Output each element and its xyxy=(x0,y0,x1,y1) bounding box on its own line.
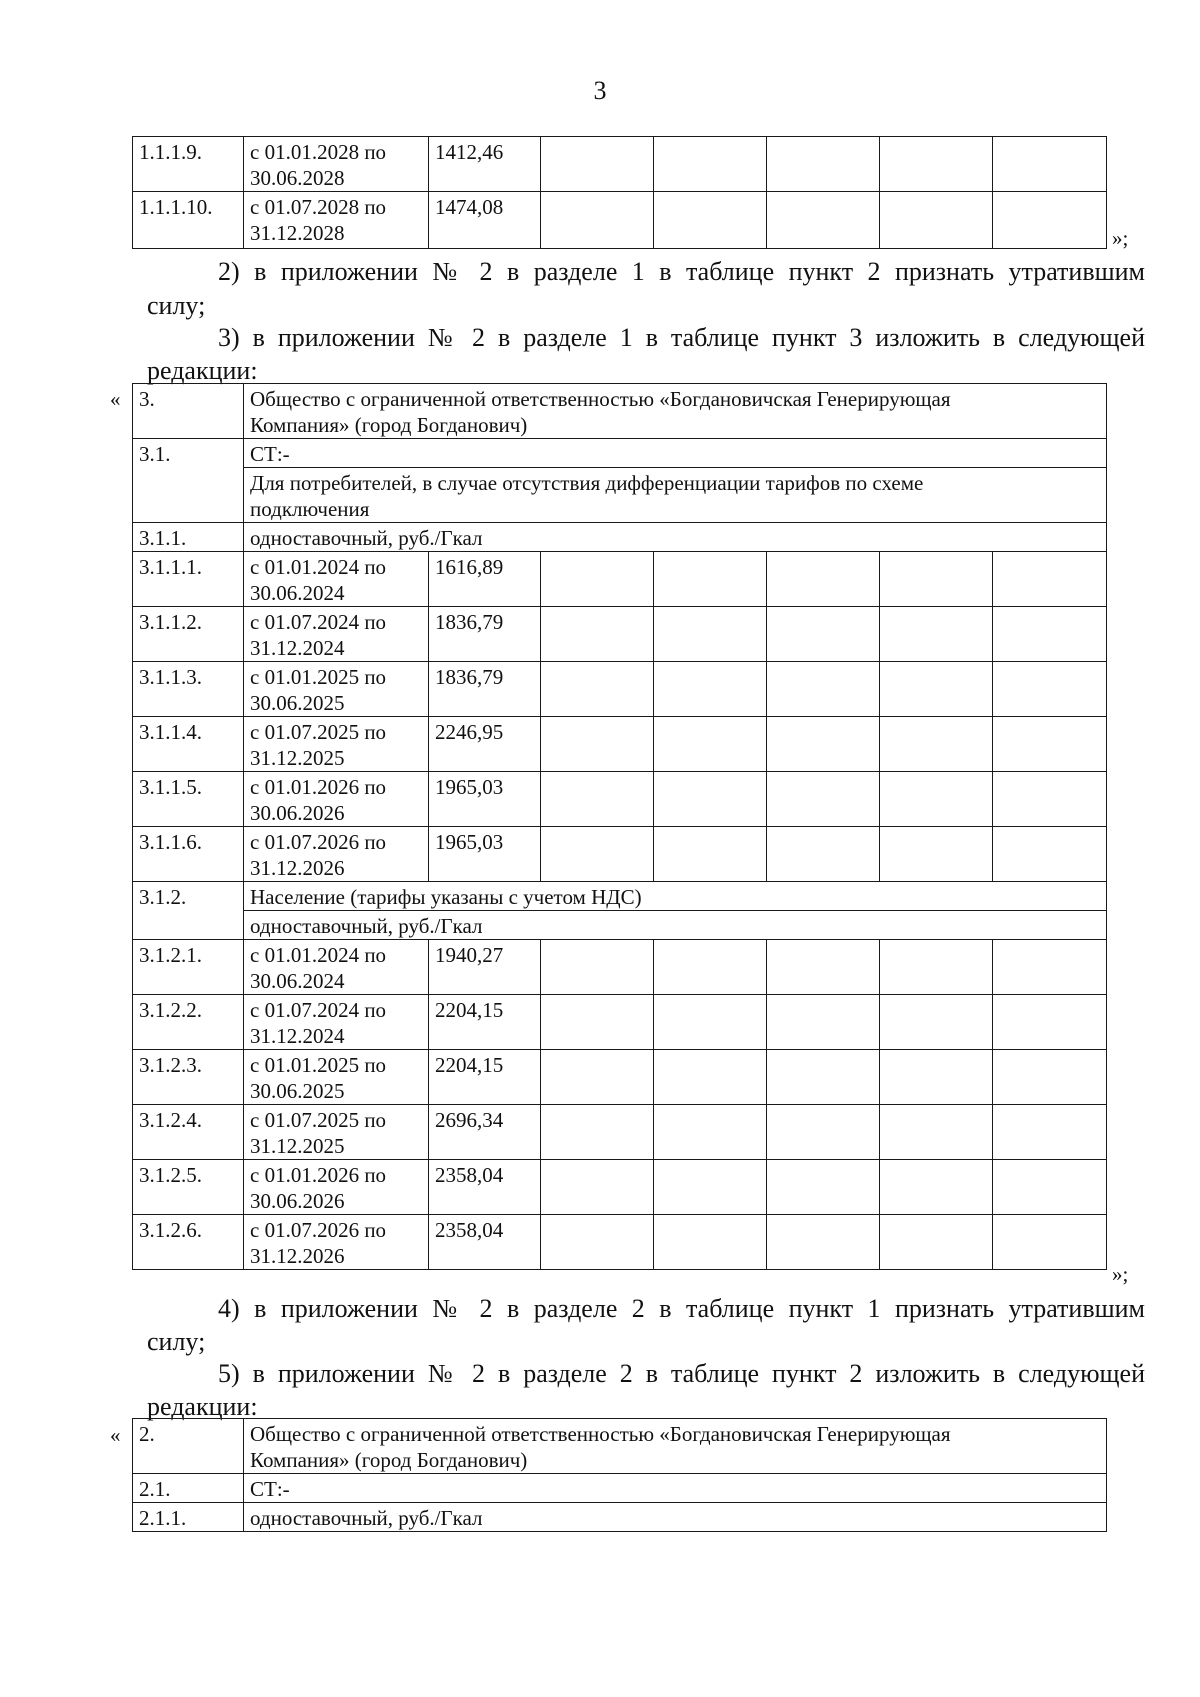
table-row-header xyxy=(133,1419,1107,1474)
opening-quote: « xyxy=(110,1423,121,1447)
empty-cell xyxy=(993,1160,1107,1215)
st-cell: СТ:- xyxy=(244,439,1107,468)
item-4-continuation: силу; xyxy=(147,1327,206,1356)
empty-cell xyxy=(993,1050,1107,1105)
table-row xyxy=(133,1474,1107,1503)
row-number: 3.1. xyxy=(133,439,244,523)
empty-cell xyxy=(654,607,767,662)
empty-cell xyxy=(993,1215,1107,1270)
empty-cell xyxy=(880,772,993,827)
period-cell: с 01.07.2024 по 31.12.2024 xyxy=(244,995,429,1050)
organization-name: Общество с ограниченной ответственностью «Богдановичская Генерирующая Компания» (город Богданович) xyxy=(244,384,1107,439)
table-row xyxy=(133,192,1107,249)
tariff-value: 1965,03 xyxy=(429,772,541,827)
tariff-value: 1965,03 xyxy=(429,827,541,882)
single-rate-cell: одноставочный, руб./Гкал xyxy=(244,1503,1107,1532)
organization-name: Общество с ограниченной ответственностью «Богдановичская Генерирующая Компания» (город Богданович) xyxy=(244,1419,1107,1474)
empty-cell xyxy=(541,995,654,1050)
table-row xyxy=(133,137,1107,192)
item-5-continuation: редакции: xyxy=(147,1392,258,1421)
empty-cell xyxy=(993,662,1107,717)
table-row xyxy=(133,607,1107,662)
row-number: 3. xyxy=(133,384,244,439)
empty-cell xyxy=(767,552,880,607)
period-cell: с 01.01.2024 по 30.06.2024 xyxy=(244,940,429,995)
empty-cell xyxy=(767,772,880,827)
empty-cell xyxy=(993,607,1107,662)
empty-cell xyxy=(993,717,1107,772)
empty-cell xyxy=(993,940,1107,995)
row-number: 3.1.1.6. xyxy=(133,827,244,882)
empty-cell xyxy=(880,607,993,662)
row-number: 3.1.2. xyxy=(133,882,244,940)
empty-cell xyxy=(654,137,767,192)
tariff-value: 2696,34 xyxy=(429,1105,541,1160)
empty-cell xyxy=(767,662,880,717)
empty-cell xyxy=(767,940,880,995)
tariff-value: 1940,27 xyxy=(429,940,541,995)
opening-quote: « xyxy=(110,387,121,411)
empty-cell xyxy=(541,1215,654,1270)
page-number: 3 xyxy=(593,76,607,105)
table-row xyxy=(133,1503,1107,1532)
consumers-cell: Для потребителей, в случае отсутствия дифференциации тарифов по схеме подключения xyxy=(244,468,1107,523)
period-cell: с 01.07.2025 по 31.12.2025 xyxy=(244,717,429,772)
empty-cell xyxy=(880,1215,993,1270)
empty-cell xyxy=(541,192,654,249)
table-row xyxy=(133,882,1107,911)
closing-quote: »; xyxy=(1112,1262,1129,1286)
empty-cell xyxy=(654,827,767,882)
tariff-value: 1412,46 xyxy=(429,137,541,192)
table-row xyxy=(133,1160,1107,1215)
empty-cell xyxy=(880,192,993,249)
tariff-table-item-3 xyxy=(132,383,1107,1270)
item-5-line: 5) в приложении № 2 в разделе 2 в таблице пункт 2 изложить в следующей xyxy=(218,1359,1145,1388)
empty-cell xyxy=(654,995,767,1050)
empty-cell xyxy=(541,772,654,827)
empty-cell xyxy=(880,995,993,1050)
tariff-value: 1474,08 xyxy=(429,192,541,249)
empty-cell xyxy=(767,1105,880,1160)
row-number: 1.1.1.9. xyxy=(133,137,244,192)
row-number: 3.1.1.4. xyxy=(133,717,244,772)
period-cell: с 01.01.2025 по 30.06.2025 xyxy=(244,662,429,717)
period-cell: с 01.01.2024 по 30.06.2024 xyxy=(244,552,429,607)
period-cell: с 01.07.2026 по 31.12.2026 xyxy=(244,1215,429,1270)
empty-cell xyxy=(541,827,654,882)
empty-cell xyxy=(541,1160,654,1215)
tariff-value: 1616,89 xyxy=(429,552,541,607)
empty-cell xyxy=(993,772,1107,827)
empty-cell xyxy=(993,192,1107,249)
tariff-value: 1836,79 xyxy=(429,607,541,662)
empty-cell xyxy=(880,1160,993,1215)
table-row xyxy=(133,523,1107,552)
tariff-value: 2246,95 xyxy=(429,717,541,772)
row-number: 2.1. xyxy=(133,1474,244,1503)
tariff-table-item-2 xyxy=(132,1418,1107,1532)
row-number: 3.1.1.3. xyxy=(133,662,244,717)
period-cell: с 01.01.2026 по 30.06.2026 xyxy=(244,1160,429,1215)
row-number: 3.1.2.2. xyxy=(133,995,244,1050)
empty-cell xyxy=(541,1050,654,1105)
table-row xyxy=(133,717,1107,772)
empty-cell xyxy=(880,1050,993,1105)
rows-group-1 xyxy=(133,552,1107,882)
item-2-continuation: силу; xyxy=(147,291,206,320)
table-row xyxy=(133,827,1107,882)
empty-cell xyxy=(767,192,880,249)
empty-cell xyxy=(654,1050,767,1105)
empty-cell xyxy=(880,940,993,995)
tariff-table-continuation xyxy=(132,136,1107,249)
tariff-value: 2358,04 xyxy=(429,1160,541,1215)
empty-cell xyxy=(654,772,767,827)
empty-cell xyxy=(541,1105,654,1160)
empty-cell xyxy=(767,1160,880,1215)
empty-cell xyxy=(654,1215,767,1270)
row-number: 3.1.1.1. xyxy=(133,552,244,607)
empty-cell xyxy=(541,607,654,662)
row-number: 3.1.2.5. xyxy=(133,1160,244,1215)
empty-cell xyxy=(993,1105,1107,1160)
empty-cell xyxy=(541,552,654,607)
empty-cell xyxy=(993,827,1107,882)
item-3-line: 3) в приложении № 2 в разделе 1 в таблице пункт 3 изложить в следующей xyxy=(218,323,1145,352)
tariff-value: 2204,15 xyxy=(429,1050,541,1105)
empty-cell xyxy=(541,717,654,772)
period-cell: с 01.01.2026 по 30.06.2026 xyxy=(244,772,429,827)
row-number: 3.1.1.5. xyxy=(133,772,244,827)
empty-cell xyxy=(993,552,1107,607)
row-number: 2.1.1. xyxy=(133,1503,244,1532)
empty-cell xyxy=(654,1160,767,1215)
empty-cell xyxy=(767,717,880,772)
empty-cell xyxy=(767,1050,880,1105)
item-2-line: 2) в приложении № 2 в разделе 1 в таблице пункт 2 признать утратившим xyxy=(218,257,1145,286)
empty-cell xyxy=(654,1105,767,1160)
empty-cell xyxy=(767,607,880,662)
empty-cell xyxy=(767,1215,880,1270)
tariff-value: 1836,79 xyxy=(429,662,541,717)
item-4-line: 4) в приложении № 2 в разделе 2 в таблице пункт 1 признать утратившим xyxy=(218,1294,1145,1323)
period-cell: с 01.01.2028 по 30.06.2028 xyxy=(244,137,429,192)
table-row xyxy=(133,995,1107,1050)
empty-cell xyxy=(541,662,654,717)
empty-cell xyxy=(993,995,1107,1050)
empty-cell xyxy=(767,995,880,1050)
table-row-header xyxy=(133,384,1107,439)
table-row xyxy=(133,468,1107,523)
period-cell: с 01.07.2025 по 31.12.2025 xyxy=(244,1105,429,1160)
empty-cell xyxy=(880,137,993,192)
empty-cell xyxy=(654,717,767,772)
row-number: 2. xyxy=(133,1419,244,1474)
empty-cell xyxy=(767,137,880,192)
rows-group-2 xyxy=(133,940,1107,1270)
empty-cell xyxy=(654,940,767,995)
period-cell: с 01.07.2026 по 31.12.2026 xyxy=(244,827,429,882)
table-row xyxy=(133,1215,1107,1270)
empty-cell xyxy=(880,662,993,717)
empty-cell xyxy=(880,552,993,607)
single-rate-cell: одноставочный, руб./Гкал xyxy=(244,911,1107,940)
period-cell: с 01.01.2025 по 30.06.2025 xyxy=(244,1050,429,1105)
row-number: 3.1.2.4. xyxy=(133,1105,244,1160)
item-3-continuation: редакции: xyxy=(147,356,258,385)
row-number: 1.1.1.10. xyxy=(133,192,244,249)
row-number: 3.1.2.3. xyxy=(133,1050,244,1105)
row-number: 3.1.1. xyxy=(133,523,244,552)
period-cell: с 01.07.2024 по 31.12.2024 xyxy=(244,607,429,662)
empty-cell xyxy=(541,137,654,192)
empty-cell xyxy=(880,1105,993,1160)
tariff-value: 2204,15 xyxy=(429,995,541,1050)
population-cell: Население (тарифы указаны с учетом НДС) xyxy=(244,882,1107,911)
table-row xyxy=(133,1050,1107,1105)
empty-cell xyxy=(654,192,767,249)
empty-cell xyxy=(654,552,767,607)
table-row xyxy=(133,662,1107,717)
empty-cell xyxy=(880,717,993,772)
row-number: 3.1.1.2. xyxy=(133,607,244,662)
table-row xyxy=(133,940,1107,995)
empty-cell xyxy=(541,940,654,995)
empty-cell xyxy=(767,827,880,882)
tariff-value: 2358,04 xyxy=(429,1215,541,1270)
single-rate-cell: одноставочный, руб./Гкал xyxy=(244,523,1107,552)
table-row xyxy=(133,439,1107,468)
table-row xyxy=(133,772,1107,827)
table-row xyxy=(133,552,1107,607)
empty-cell xyxy=(880,827,993,882)
table-row xyxy=(133,911,1107,940)
row-number: 3.1.2.1. xyxy=(133,940,244,995)
closing-quote: »; xyxy=(1112,226,1129,250)
row-number: 3.1.2.6. xyxy=(133,1215,244,1270)
empty-cell xyxy=(993,137,1107,192)
st-cell: СТ:- xyxy=(244,1474,1107,1503)
table-row xyxy=(133,1105,1107,1160)
period-cell: с 01.07.2028 по 31.12.2028 xyxy=(244,192,429,249)
empty-cell xyxy=(654,662,767,717)
